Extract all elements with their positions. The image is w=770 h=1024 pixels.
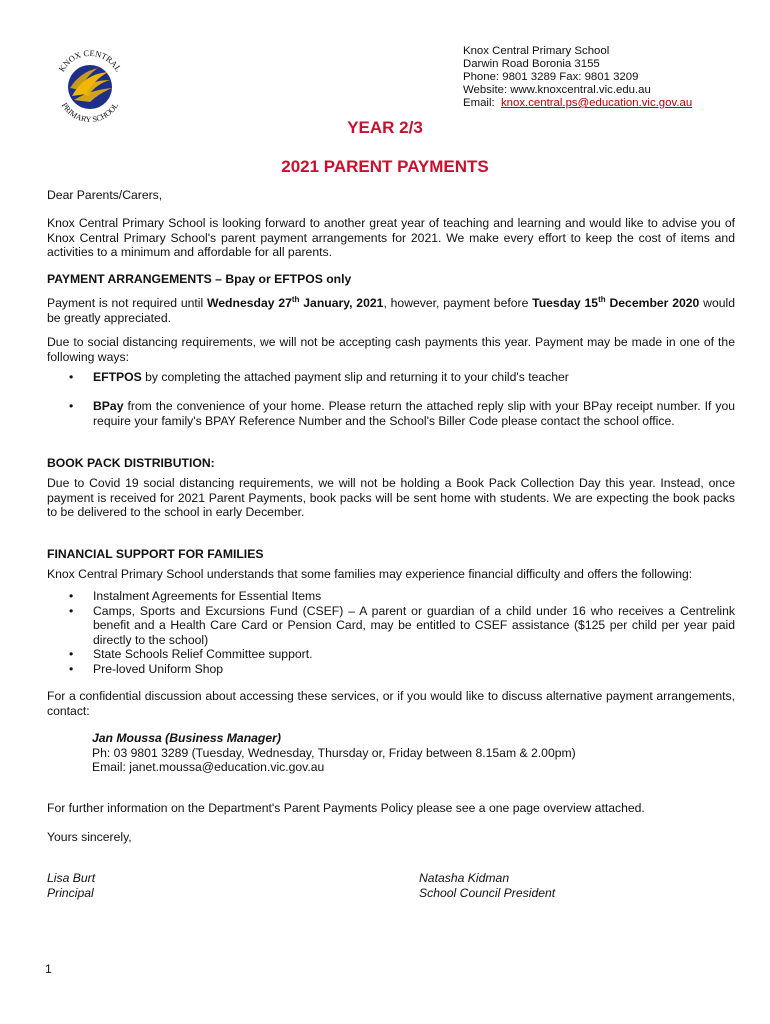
school-address: Darwin Road Boronia 3155	[463, 58, 600, 70]
school-email-link[interactable]: knox.central.ps@education.vic.gov.au	[500, 97, 693, 109]
school-website: Website: www.knoxcentral.vic.edu.au	[463, 84, 651, 96]
support-list	[47, 589, 735, 677]
list-item: • Instalment Agreements for Essential Items	[47, 589, 735, 604]
school-email-line	[463, 97, 692, 110]
support-intro: Knox Central Primary School understands that some families may experience financial difficulty and offers the following:	[47, 567, 693, 581]
salutation: Dear Parents/Carers,	[47, 188, 163, 202]
school-phone: Phone: 9801 3289 Fax: 9801 3209	[463, 71, 639, 83]
signature-role: Principal	[47, 886, 94, 900]
list-item: • Pre-loved Uniform Shop	[47, 662, 735, 677]
page-title: YEAR 2/3	[347, 118, 423, 137]
list-item: • EFTPOS by completing the attached payment slip and returning it to your child's teacher	[47, 370, 735, 385]
contact-phone: Ph: 03 9801 3289 (Tuesday, Wednesday, Thursday or, Friday between 8.15am & 2.00pm)	[92, 745, 576, 760]
signature-role: School Council President	[419, 886, 556, 900]
list-item: • BPay from the convenience of your home. Please return the attached reply slip with your BPay receipt number. If you require your family's BPAY Reference Number and the School's Biller Code please contact the school office.	[47, 399, 735, 428]
school-email-label: Email:	[463, 97, 501, 109]
intro-paragraph: Knox Central Primary School is looking forward to another great year of teaching and learning and would like to advise you of Knox Central Primary School's parent payment arrangements for 2021. We make every effort to keep the cost of items and activities to a minimum and affordable for all parents.	[47, 216, 735, 260]
signature-president	[419, 871, 555, 901]
contact-intro: For a confidential discussion about accessing these services, or if you would like to discuss alternative payment arrangements, contact:	[47, 689, 735, 718]
list-item: • State Schools Relief Committee support.	[47, 647, 735, 662]
further-info: For further information on the Department's Parent Payments Policy please see a one page overview attached.	[47, 801, 645, 815]
page-number: 1	[45, 962, 52, 976]
page-subtitle: 2021 PARENT PAYMENTS	[281, 157, 489, 176]
signature-name: Lisa Burt	[47, 871, 96, 885]
payment-heading: PAYMENT ARRANGEMENTS – Bpay or EFTPOS only	[47, 272, 352, 286]
signature-name: Natasha Kidman	[419, 871, 510, 885]
list-item: • Camps, Sports and Excursions Fund (CSEF) – A parent or guardian of a child under 16 who receives a Centrelink benefit and a Health Care Card or Pension Card, may be entitled to CSEF assistance ($125 per child per year paid directly to the school)	[47, 604, 735, 648]
school-name: Knox Central Primary School	[463, 45, 610, 57]
contact-name: Jan Moussa (Business Manager)	[92, 731, 281, 745]
book-paragraph: Due to Covid 19 social distancing requirements, we will not be holding a Book Pack Collection Day this year. Instead, once payment is received for 2021 Parent Payments, book packs will be sent home with students. We are expecting the book packs to be delivered to the school in early December.	[47, 476, 735, 520]
contact-email: Email: janet.moussa@education.vic.gov.au	[92, 760, 325, 775]
payment-options-list	[47, 370, 735, 385]
school-logo	[50, 40, 130, 128]
contact-block	[92, 731, 576, 775]
payment-dates-paragraph: Payment is not required until Wednesday 27th January, 2021, however, payment before Tuesday 15th December 2020 would be greatly appreciated.	[47, 295, 736, 325]
support-heading: FINANCIAL SUPPORT FOR FAMILIES	[47, 547, 264, 561]
payment-options-list-2	[47, 399, 735, 428]
book-heading: BOOK PACK DISTRIBUTION:	[47, 456, 215, 470]
school-address-block	[463, 45, 692, 110]
logo-text-top: KNOX CENTRAL	[56, 47, 124, 74]
payment-methods-paragraph: Due to social distancing requirements, we will not be accepting cash payments this year. Payment may be made in one of the following ways:	[47, 335, 735, 364]
closing: Yours sincerely,	[47, 830, 132, 844]
logo-text-bottom: PRIMARY SCHOOL	[59, 101, 121, 125]
signature-principal	[47, 871, 95, 901]
